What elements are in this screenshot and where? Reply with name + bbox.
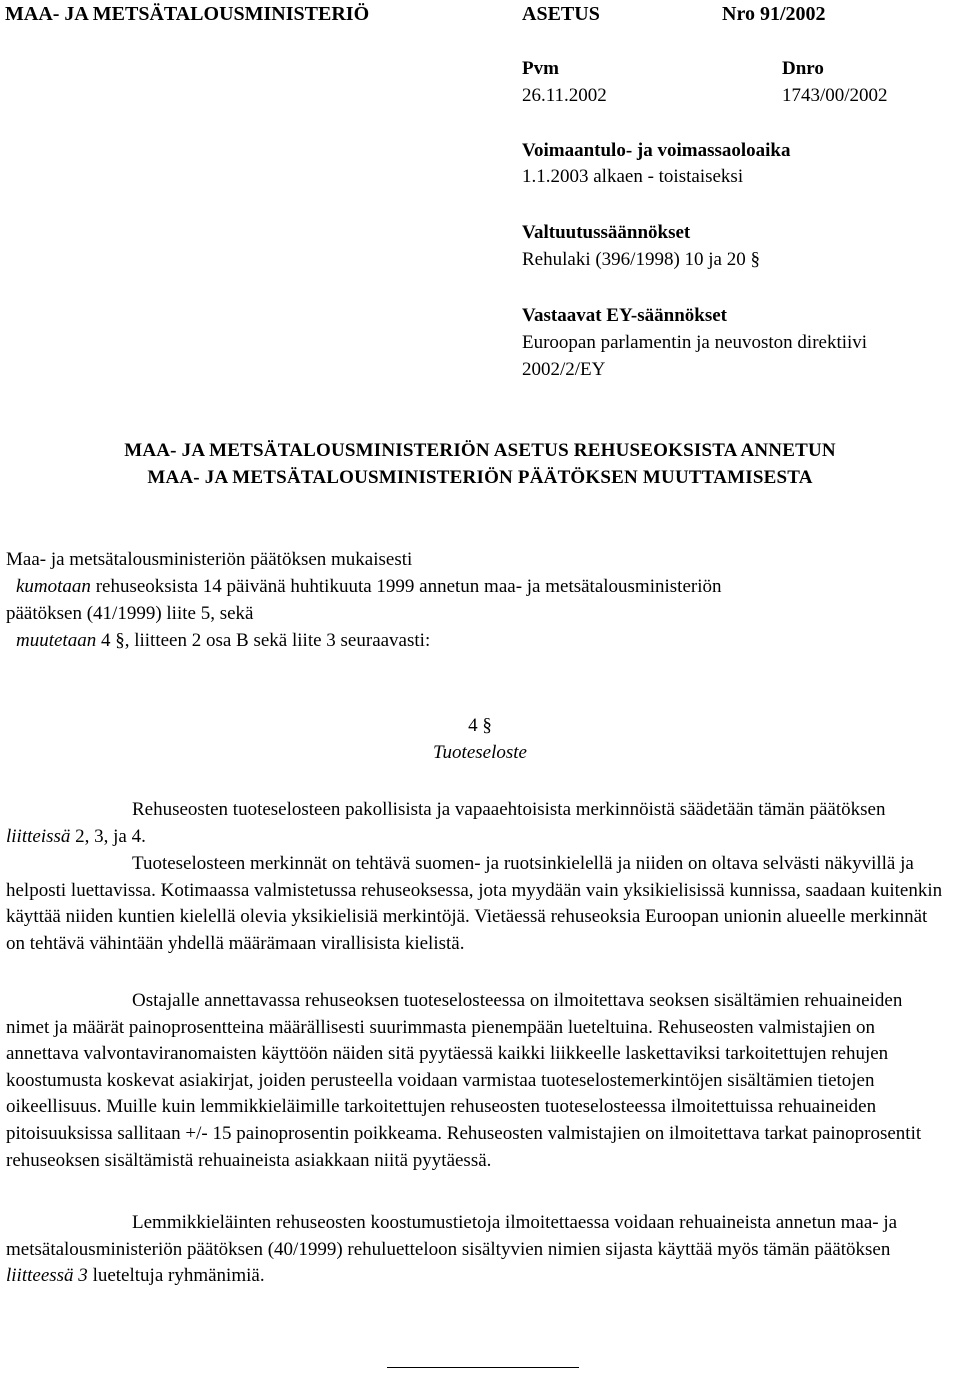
section-number: 4 § [468,715,492,736]
pvm-value: 26.11.2002 [522,85,607,106]
ec-provisions-value-line2: 2002/2/EY [522,359,606,380]
paragraph-3-text: Ostajalle annettavassa rehuseoksen tuoteselosteessa on ilmoitettava seoksen sisältämien rehuaineiden nimet ja määrät painoprosentteina määrällisesti suurimmasta pienempään lueteltuina. Rehuseosten valmistajien on annettava valvontaviranomaisten käyttöön näiden sitä pyytäessä kaikki liikkeelle laskettaviksi tarkoitettujen rehujen koostumusta koskevat asiakirjat, joiden perusteella voidaan varmistaa tuoteselostemerkintöjen sisältämien tietojen oikeellisuus. Muille kuin lemmikkieläimille tarkoitettujen rehuseosten tuoteselosteessa ilmoitettuissa rehuaineiden pitoisuuksissa sallitaan +/- 15 painoprosentin poikkeama. Rehuseosten valmistajien on ilmoitettava tarkat painoprosentit rehuseoksen sisältämistä rehuaineista asiakkaan niitä pyytäessä. [6,990,922,1171]
paragraph-1-text: Rehuseosten tuoteselosteen pakollisista ja vapaaehtoisista merkinnöistä säädetään tämän päätöksen [132,799,886,820]
intro-line2-text: rehuseoksista 14 päivänä huhtikuuta 1999 annetun maa- ja metsätalousministeriön [90,576,722,597]
document-title-line1: MAA- JA METSÄTALOUSMINISTERIÖN ASETUS REHUSEOKSISTA ANNETUN [124,440,836,461]
paragraph-4-text: Lemmikkieläinten rehuseosten koostumustietoja ilmoitettaessa voidaan rehuaineista annetun maa- ja metsätalousministeriön päätöksen (40/1999) rehuluetteloon sisältyvien nimien sijasta käyttää myös tämän päätöksen [6,1212,898,1260]
ministry-name: MAA- JA METSÄTALOUSMINISTERIÖ [5,3,370,25]
paragraph-4-italic: liitteessä 3 [6,1265,88,1287]
validity-value: 1.1.2003 alkaen - toistaiseksi [522,166,744,187]
paragraph-1-end: 2, 3, ja 4. [70,825,146,847]
intro-line2 [16,576,721,598]
paragraph-1-italic: liitteissä [6,825,71,847]
paragraph-4-end: lueteltuja ryhmänimiä. [87,1265,265,1287]
paragraph-2-text: Tuoteselosteen merkinnät on tehtävä suomen- ja ruotsinkielellä ja niiden on oltava selvästi näkyvillä ja helposti luettavissa. Kotimaassa valmistetussa rehuseoksessa, jota myydään vain yksikielisissä kunnissa, saadaan kuitenkin käyttää niiden kuntien kielellä olevia yksikielisiä merkintöjä. Vietäessä rehuseoksia Euroopan unionin alueelle merkinnät on tehtävä vähintään yhdellä määrämaan virallisista kielistä. [6,853,943,954]
intro-line4-text: 4 §, liitteen 2 osa B sekä liite 3 seuraavasti: [96,630,431,651]
validity-label: Voimaantulo- ja voimassaoloaika [522,140,791,161]
paragraph-1 [6,797,946,850]
pvm-label: Pvm [522,58,559,79]
dnro-value: 1743/00/2002 [782,85,888,106]
authority-value: Rehulaki (396/1998) 10 ja 20 § [522,249,760,270]
section-heading: Tuoteseloste [433,742,527,763]
ec-provisions-label: Vastaavat EY-säännökset [522,305,728,326]
intro-line1: Maa- ja metsätalousministeriön päätöksen mukaisesti [6,549,413,570]
dnro-label: Dnro [782,58,824,79]
document-title-line2: MAA- JA METSÄTALOUSMINISTERIÖN PÄÄTÖKSEN MUUTTAMISESTA [147,467,813,488]
footer-divider [387,1367,579,1368]
document-number: Nro 91/2002 [722,3,826,25]
paragraph-4 [6,1210,946,1290]
ec-provisions-value-line1: Euroopan parlamentin ja neuvoston direktiivi [522,332,868,353]
intro-line3: päätöksen (41/1999) liite 5, sekä [6,603,254,624]
kumotaan-word: kumotaan [16,576,91,597]
authority-label: Valtuutussäännökset [522,222,691,243]
paragraph-3 [6,988,946,1174]
intro-line4 [16,630,430,652]
document-type: ASETUS [522,3,600,25]
paragraph-2 [6,851,946,957]
muutetaan-word: muutetaan [16,630,97,651]
